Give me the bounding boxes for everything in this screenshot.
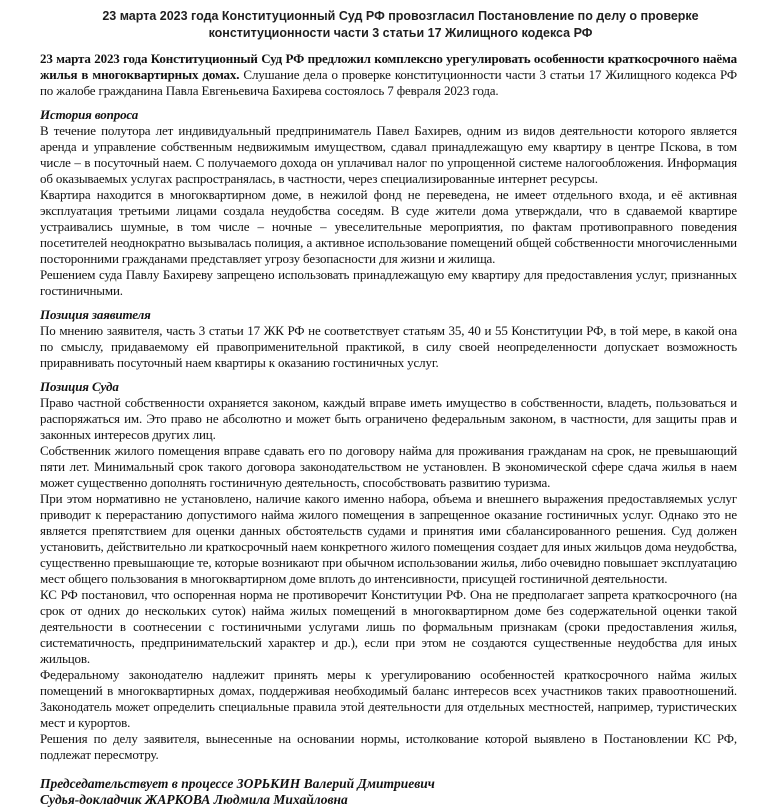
section-applicant-paragraph-1: По мнению заявителя, часть 3 статьи 17 ЖК РФ не соответствует статьям 35, 40 и 55 Конституции РФ, в той мере, в какой она по смыслу, придаваемому ей правоприменительной практикой, в силу своей неопределенности допускает возможность приравнивать посуточный наем квартиры к оказанию гостиничных услуг. (40, 323, 737, 371)
section-court-paragraph-3: При этом нормативно не установлено, наличие какого именно набора, объема и внешнего выражения предоставляемых услуг приводит к перерастанию допустимого найма жилого помещения в запрещенное оказание гостиничных услуг. Однако это не является препятствием для оценки данных обстоятельств судами и принятия ими сбалансированного решения. Суд должен установить, действительно ли краткосрочный наем конкретного жилого помещения создает для иных жильцов дома неудобства, существенно превышающие те, которые возникают при обычном использовании жилья, либо очевидно повышает эксплуатацию мест общего пользования в многоквартирном доме вплоть до интенсивности, присущей гостиничной деятельности. (40, 491, 737, 587)
document-body (40, 51, 737, 807)
section-applicant-position (40, 307, 737, 371)
judge-rapporteur-line: Судья-докладчик ЖАРКОВА Людмила Михайловна (40, 792, 737, 807)
signature-block (40, 776, 737, 807)
section-court-paragraph-5: Федеральному законодателю надлежит принять меры к урегулированию особенностей краткосрочного найма жилых помещений в многоквартирных домах, поддерживая необходимый баланс интересов всех участников таких правоотношений. Законодатель может определить специальные правила этой деятельности для отдельных местностей, например, туристических мест и курортов. (40, 667, 737, 731)
section-court-paragraph-2: Собственник жилого помещения вправе сдавать его по договору найма для проживания гражданам на срок, не превышающий пяти лет. Минимальный срок такого договора законодательством не установлен. В экономической сфере сдача жилья в наем может существенно дополнять гостиничную деятельность, способствовать развитию туризма. (40, 443, 737, 491)
section-history-paragraph-1: В течение полутора лет индивидуальный предприниматель Павел Бахирев, одним из видов деятельности которого является аренда и управление собственным недвижимым имуществом, сдавал принадлежащую ему квартиру в центре Пскова, в том числе – в посуточный наем. С получаемого дохода он уплачивал налог по упрощенной системе налогообложения. Информация об оказываемых услугах распространялась, в частности, через специализированные интернет ресурсы. (40, 123, 737, 187)
section-court-paragraph-4: КС РФ постановил, что оспоренная норма не противоречит Конституции РФ. Она не предполагает запрета краткосрочного (на срок от одних до нескольких суток) найма жилых помещений в многоквартирном доме без содержательной оценки такой деятельности в соотнесении с гостиничными услугами лишь по формальным признакам (сроки предоставления жилья, систематичность, предпринимательский характер и др.), если при этом не создаются существенные неудобства для иных жильцов. (40, 587, 737, 667)
section-applicant-heading: Позиция заявителя (40, 307, 737, 323)
intro-lead-text: 23 марта 2023 года Конституционный Суд РФ предложил комплексно урегулировать особенности краткосрочного наёма жилья в многоквартирных домах. (40, 51, 737, 82)
section-court-position (40, 379, 737, 763)
intro-rest-text: Слушание дела о проверке конституционности части 3 статьи 17 Жилищного кодекса РФ по жалобе гражданина Павла Евгеньевича Бахирева состоялось 7 февраля 2023 года. (40, 67, 737, 98)
section-court-paragraph-1: Право частной собственности охраняется законом, каждый вправе иметь имущество в собственности, владеть, пользоваться и распоряжаться им. Это право не абсолютно и может быть ограничено федеральным законом, в частности, для защиты прав и законных интересов других лиц. (40, 395, 737, 443)
section-history (40, 107, 737, 299)
section-court-paragraph-6: Решения по делу заявителя, вынесенные на основании нормы, истолкование которой выявлено в Постановлении КС РФ, подлежат пересмотру. (40, 731, 737, 763)
section-history-heading: История вопроса (40, 107, 737, 123)
intro-paragraph (40, 51, 737, 99)
section-history-paragraph-3: Решением суда Павлу Бахиреву запрещено использовать принадлежащую ему квартиру для предоставления услуг, признанных гостиничными. (40, 267, 737, 299)
document-title: 23 марта 2023 года Конституционный Суд РФ провозгласил Постановление по делу о проверке конституционности части 3 статьи 17 Жилищного кодекса РФ (64, 8, 737, 42)
section-history-paragraph-2: Квартира находится в многоквартирном доме, в нежилой фонд не переведена, не имеет отдельного входа, и её активная эксплуатация третьими лицами создала неудобства соседям. В суде жители дома утверждали, что в сдаваемой квартире устраивались шумные, в том числе – ночные – увеселительные мероприятия, по фактам противоправного поведения посетителей неоднократно вызывалась полиция, а активное использование помещений общей собственности многочисленными посторонними гражданами представляет угрозу безопасности для жизни и жилища. (40, 187, 737, 267)
section-court-heading: Позиция Суда (40, 379, 737, 395)
presiding-judge-line: Председательствует в процессе ЗОРЬКИН Валерий Дмитриевич (40, 776, 737, 792)
